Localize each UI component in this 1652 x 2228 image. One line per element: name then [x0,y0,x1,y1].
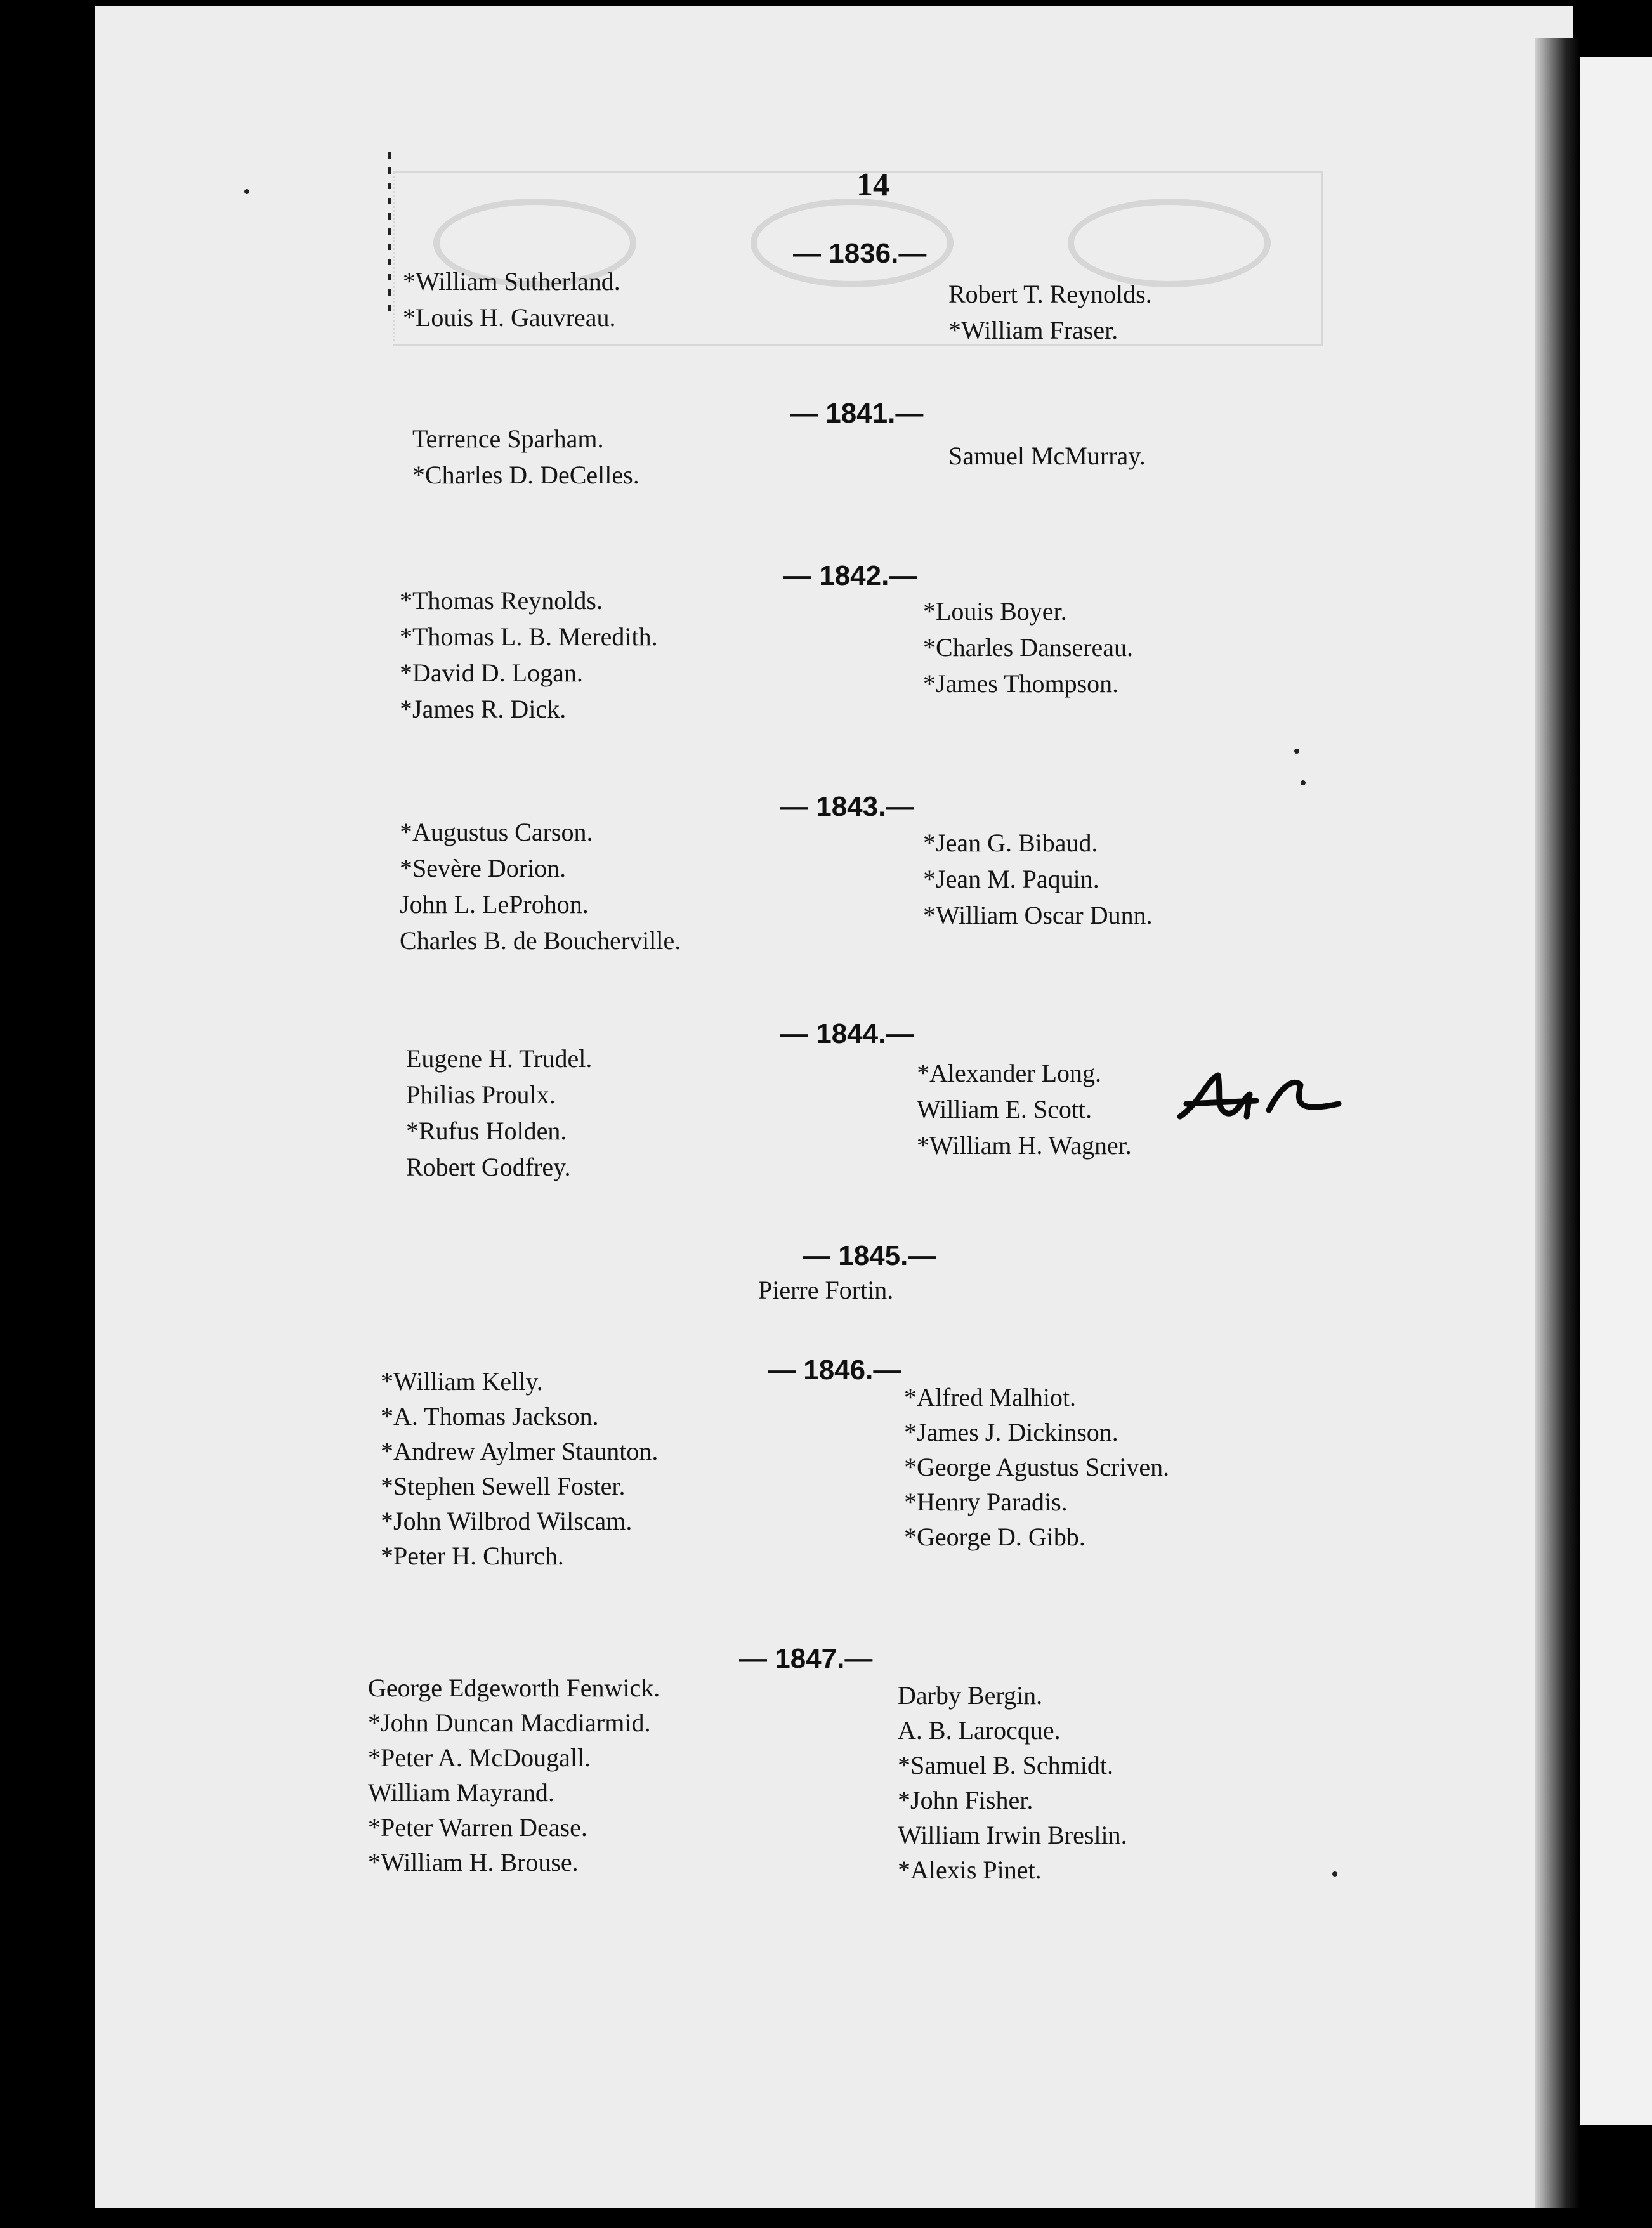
graduate-name: *Jean M. Paquin. [923,865,1099,893]
year-heading-1847: — 1847.— [739,1643,873,1674]
graduate-name: *Rufus Holden. [406,1117,567,1145]
graduate-name: Pierre Fortin. [758,1276,894,1304]
scan-speck [1332,1871,1337,1877]
year-heading-1836: — 1836.— [793,238,927,269]
graduate-name: *Sevère Dorion. [400,854,567,882]
graduate-name: *Augustus Carson. [400,818,593,846]
graduate-name: *John Duncan Macdiarmid. [368,1708,651,1737]
year-heading-1846: — 1846.— [768,1354,901,1386]
graduate-name: Charles B. de Boucherville. [400,926,681,955]
graduate-name: *William Oscar Dunn. [923,901,1153,929]
scan-speck [244,189,249,194]
graduate-name: *James J. Dickinson. [904,1418,1118,1446]
graduates-1836-right [948,276,1152,348]
graduate-name: Darby Bergin. [898,1681,1043,1710]
graduates-1844-left [406,1040,592,1185]
graduate-name: Terrence Sparham. [412,424,604,453]
graduate-name: *Stephen Sewell Foster. [381,1472,626,1500]
graduate-name: *James R. Dick. [400,695,567,723]
year-heading-1843: — 1843.— [780,791,914,822]
graduate-name: *William Fraser. [948,316,1118,344]
graduate-name: Eugene H. Trudel. [406,1044,593,1073]
graduate-name: *Charles Dansereau. [923,633,1133,662]
graduate-name: *William H. Wagner. [917,1131,1132,1160]
margin-mark [388,152,391,317]
graduates-1846-left [381,1364,658,1573]
graduate-name: *William Kelly. [381,1367,543,1396]
next-page-edge [1580,57,1652,2125]
graduate-name: *James Thompson. [923,669,1119,698]
graduate-name: William Mayrand. [368,1778,554,1807]
page-number: 14 [856,167,889,203]
graduate-name: *George D. Gibb. [904,1523,1085,1551]
year-heading-1841: — 1841.— [790,398,924,429]
graduate-name: *Peter H. Church. [381,1542,564,1570]
graduates-1846-right [904,1380,1169,1554]
scan-speck [1301,780,1306,785]
year-heading-1844: — 1844.— [780,1018,914,1049]
graduates-1847-left [368,1670,660,1880]
ornament-swirl-right [1068,199,1271,287]
graduate-name: Samuel McMurray. [948,442,1146,470]
graduates-1842-left [400,582,658,727]
graduate-name: Philias Proulx. [406,1080,556,1109]
graduate-name: William Irwin Breslin. [898,1821,1127,1849]
graduate-name: A. B. Larocque. [898,1716,1061,1745]
graduate-name: *Alexander Long. [917,1059,1102,1087]
graduates-1843-left [400,814,681,959]
graduate-name: *Thomas Reynolds. [400,586,603,615]
graduate-name: *John Fisher. [898,1786,1033,1814]
graduates-1836-left [403,263,620,336]
year-heading-1842: — 1842.— [783,560,917,591]
year-heading-1845: — 1845.— [803,1240,936,1271]
graduate-name: *Henry Paradis. [904,1488,1068,1516]
graduates-1841-right [948,438,1146,474]
graduates-1842-right [923,593,1133,702]
graduate-name: *George Agustus Scriven. [904,1453,1170,1481]
gutter-shadow [1535,38,1580,2208]
graduate-name: *A. Thomas Jackson. [381,1402,599,1431]
graduate-name: *Louis H. Gauvreau. [403,303,616,332]
graduate-name: *David D. Logan. [400,659,583,687]
graduate-name: *John Wilbrod Wilscam. [381,1507,633,1535]
graduate-name: *Peter A. McDougall. [368,1743,591,1772]
graduates-1844-right [917,1055,1132,1163]
graduate-name: William E. Scott. [917,1095,1092,1124]
graduates-1845-center [758,1272,893,1308]
graduate-name: *Jean G. Bibaud. [923,829,1098,857]
graduate-name: *Andrew Aylmer Staunton. [381,1437,659,1465]
graduates-1843-right [923,825,1153,933]
graduate-name: George Edgeworth Fenwick. [368,1674,660,1702]
graduate-name: *Louis Boyer. [923,597,1067,626]
graduate-name: *Alexis Pinet. [898,1856,1042,1884]
graduate-name: *William Sutherland. [403,267,620,296]
graduate-name: *Alfred Malhiot. [904,1383,1077,1412]
graduate-name: *Thomas L. B. Meredith. [400,622,658,651]
graduate-name: Robert Godfrey. [406,1153,571,1181]
graduate-name: *Charles D. DeCelles. [412,461,639,489]
handwritten-signature [1174,1066,1345,1136]
scan-speck [1294,749,1299,754]
graduate-name: John L. LeProhon. [400,890,589,919]
graduate-name: *Samuel B. Schmidt. [898,1751,1113,1779]
graduate-name: *William H. Brouse. [368,1848,579,1877]
graduates-1841-left [412,421,639,493]
graduates-1847-right [898,1678,1127,1887]
graduate-name: *Peter Warren Dease. [368,1813,587,1842]
graduate-name: Robert T. Reynolds. [948,280,1152,308]
